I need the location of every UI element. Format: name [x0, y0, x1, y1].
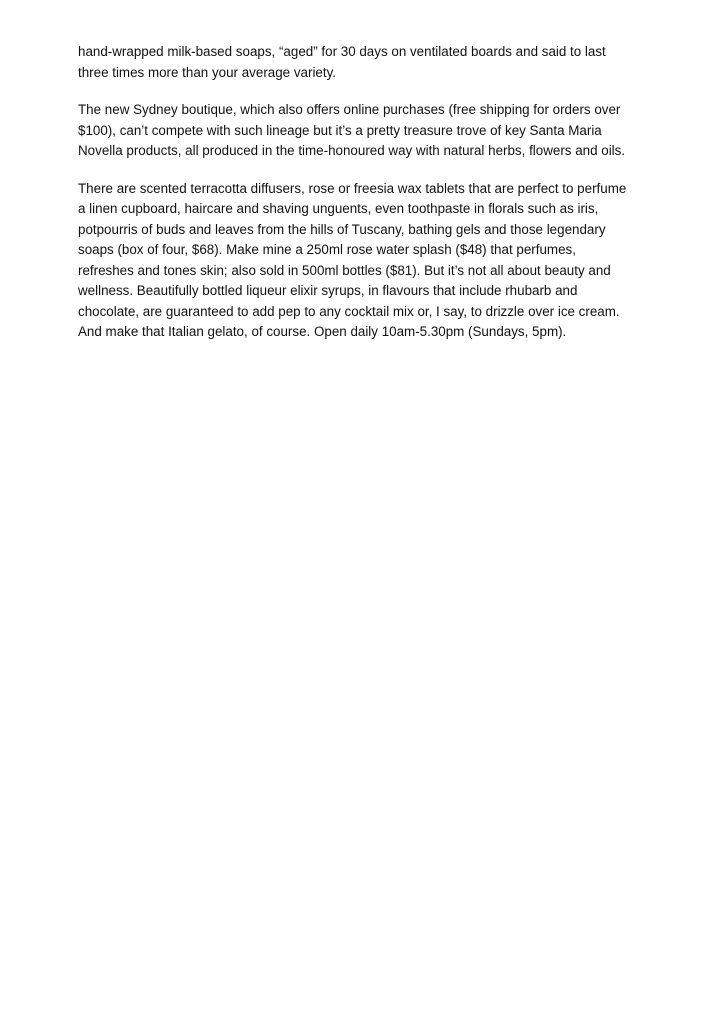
- article-body: [78, 42, 630, 360]
- paragraph-soaps: hand-wrapped milk-based soaps, “aged” for 30 days on ventilated boards and said to last three times more than your average variety.: [78, 44, 606, 80]
- paragraph-products: There are scented terracotta diffusers, rose or freesia wax tablets that are perfect to perfume a linen cupboard, haircare and shaving unguents, even toothpaste in florals such as iris, potpourris of buds and leaves from the hills of Tuscany, bathing gels and those legendary soaps (box of four, $68). Make mine a 250ml rose water splash ($48) that perfumes, refreshes and tones skin; also sold in 500ml bottles ($81). But it’s not all about beauty and wellness. Beautifully bottled liqueur elixir syrups, in flavours that include rhubarb and chocolate, are guaranteed to add pep to any cocktail mix or, I say, to drizzle over ice cream. And make that Italian gelato, of course. Open daily 10am-5.30pm (Sundays, 5pm).: [78, 180, 627, 339]
- paragraph-sydney-boutique: The new Sydney boutique, which also offers online purchases (free shipping for orders over $100), can’t compete with such lineage but it’s a pretty treasure trove of key Santa Maria Novella products, all produced in the time-honoured way with natural herbs, flowers and oils.: [78, 102, 626, 158]
